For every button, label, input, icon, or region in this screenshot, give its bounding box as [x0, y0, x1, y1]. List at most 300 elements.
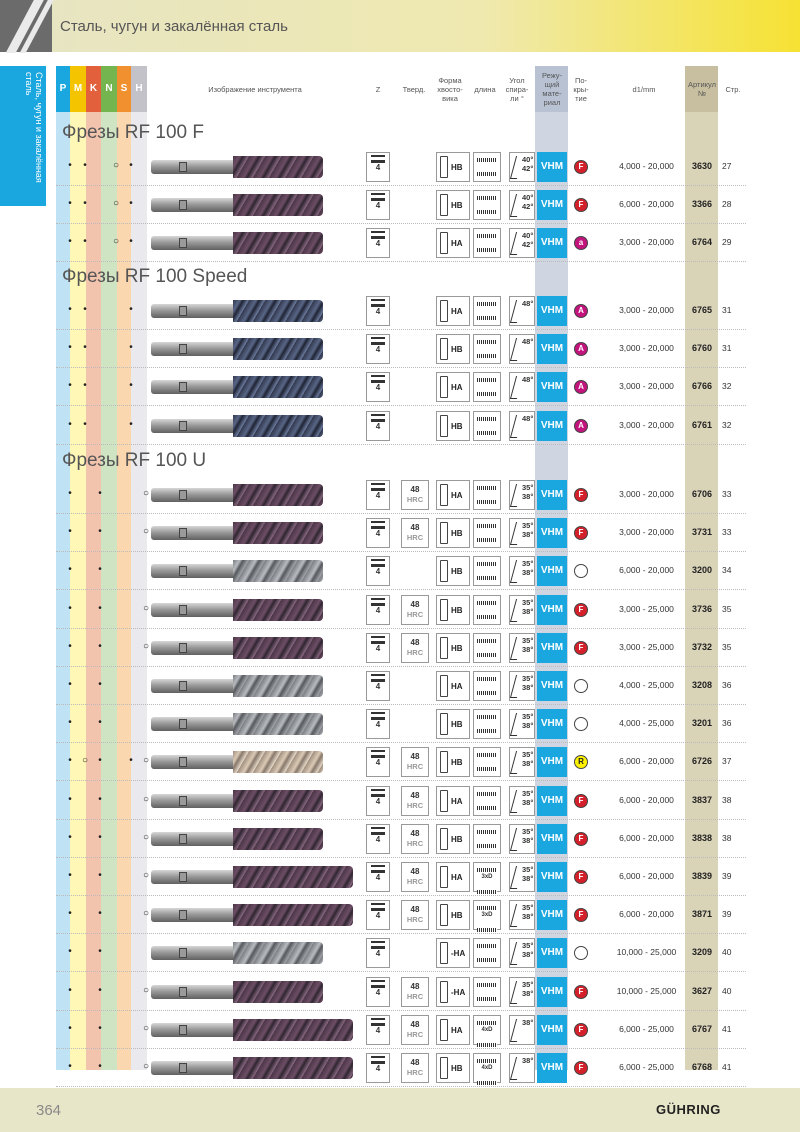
shank-shape-box: HB	[436, 709, 470, 739]
hardness-box: 48 HRC	[401, 824, 429, 854]
length-box	[473, 296, 501, 326]
coating-badge	[574, 946, 588, 960]
diameter-range: 3,000 - 20,000	[619, 305, 674, 315]
coating-badge: F	[574, 794, 588, 808]
end-mill-icon	[371, 941, 385, 949]
tool-image	[151, 978, 351, 1006]
end-mill-icon	[371, 414, 385, 422]
end-mill-icon	[371, 375, 385, 383]
end-mill-icon	[371, 299, 385, 307]
shank-shape-box: HB	[436, 1053, 470, 1083]
material-mark: •	[98, 831, 102, 843]
tool-image	[151, 596, 351, 624]
length-box	[473, 633, 501, 663]
hardness-box: 48 HRC	[401, 1053, 429, 1083]
tool-image	[151, 863, 351, 891]
coating-badge: R	[574, 755, 588, 769]
material-mark: •	[98, 679, 102, 690]
tool-image	[151, 229, 351, 257]
shank-icon	[440, 713, 448, 735]
end-mill-icon	[371, 636, 385, 644]
material-mark: ○	[142, 870, 150, 881]
product-row[interactable]	[56, 552, 746, 590]
material-mark: •	[129, 418, 133, 430]
material-mark: •	[129, 380, 133, 392]
shank-icon	[440, 376, 448, 398]
shank-shape-box: HB	[436, 518, 470, 548]
cutting-material-badge: VHM	[537, 938, 567, 968]
product-row[interactable]	[56, 858, 746, 896]
material-mark: •	[129, 160, 133, 171]
hardness-box: 48 HRC	[401, 786, 429, 816]
page-ref[interactable]: 37	[722, 756, 732, 767]
article-number[interactable]: 3871	[691, 909, 713, 920]
shank-icon	[440, 522, 448, 544]
length-box	[473, 747, 501, 777]
tool-image	[151, 825, 351, 853]
tool-image	[151, 335, 351, 363]
shank-icon	[440, 232, 448, 254]
length-box	[473, 671, 501, 701]
page-ref[interactable]: 39	[722, 909, 732, 920]
z-count-box: 4	[366, 190, 390, 220]
diameter-range: 3,000 - 20,000	[619, 343, 674, 354]
product-row[interactable]	[56, 743, 746, 781]
shank-icon	[440, 415, 448, 437]
helix-angle-box: 35° 38°	[509, 556, 535, 586]
hardness-box: 48 HRC	[401, 1015, 429, 1045]
shank-icon	[440, 156, 448, 178]
tool-image	[151, 373, 351, 401]
diameter-range: 3,000 - 20,000	[619, 381, 674, 392]
diameter-range: 6,000 - 20,000	[619, 832, 674, 843]
page-ref[interactable]: 34	[722, 565, 732, 576]
shank-shape-box: HB	[436, 334, 470, 364]
article-number[interactable]: 3208	[691, 680, 713, 690]
helix-angle-box: 35° 38°	[509, 633, 535, 663]
header-range: d1/mm	[632, 84, 656, 94]
material-mark: •	[68, 488, 72, 499]
article-number[interactable]: 3732	[691, 641, 713, 652]
diameter-range: 6,000 - 20,000	[619, 794, 674, 805]
helix-angle-box: 40° 42°	[509, 152, 535, 182]
header-page: Стр.	[725, 84, 741, 94]
shank-icon	[440, 1057, 448, 1079]
page-ref[interactable]: 38	[722, 832, 732, 843]
article-number[interactable]: 3630	[691, 161, 713, 171]
z-count-box: 4	[366, 709, 390, 739]
section-title: Фрезы RF 100 Speed	[62, 266, 248, 287]
section-title: Фрезы RF 100 F	[62, 122, 204, 143]
shank-icon	[440, 904, 448, 926]
page-ref[interactable]: 40	[722, 947, 732, 958]
tool-image	[151, 481, 351, 509]
diameter-range: 4,000 - 20,000	[619, 161, 674, 171]
page-ref[interactable]: 31	[722, 305, 732, 315]
shank-shape-box: HB	[436, 900, 470, 930]
material-mark: •	[68, 717, 72, 729]
material-mark: ○	[142, 640, 150, 652]
material-mark: •	[83, 342, 87, 354]
shank-shape-box: HB	[436, 411, 470, 441]
coating-badge: F	[574, 198, 588, 212]
helix-angle-box: 35° 38°	[509, 595, 535, 625]
helix-angle-box: 48°	[509, 334, 535, 364]
helix-angle-box: 40° 42°	[509, 190, 535, 220]
section-title: Фрезы RF 100 U	[62, 450, 207, 471]
header-shank: Форма хвосто-вика	[437, 75, 463, 103]
article-number[interactable]: 6765	[691, 305, 713, 315]
shank-shape-box: -HA	[436, 977, 470, 1007]
shank-shape-box: HA	[436, 671, 470, 701]
article-number[interactable]: 3627	[691, 985, 713, 996]
material-mark: ○	[142, 755, 150, 767]
article-number[interactable]: 3839	[691, 871, 713, 881]
tool-image	[151, 412, 351, 440]
diameter-range: 6,000 - 20,000	[619, 871, 674, 881]
article-number[interactable]: 6761	[691, 419, 713, 430]
page-header	[0, 0, 800, 52]
length-box	[473, 709, 501, 739]
z-count-box: 4	[366, 518, 390, 548]
diameter-range: 6,000 - 20,000	[619, 909, 674, 920]
tool-image	[151, 748, 351, 776]
hardness-box: 48 HRC	[401, 862, 429, 892]
material-mark: •	[68, 526, 72, 538]
article-number[interactable]: 6706	[691, 489, 713, 499]
z-count-box: 4	[366, 334, 390, 364]
header-material: Режу-щий мате-риал	[541, 71, 563, 107]
page-ref[interactable]: 41	[722, 1023, 732, 1034]
end-mill-icon	[371, 1056, 385, 1064]
diameter-range: 4,000 - 25,000	[619, 680, 674, 690]
page-ref[interactable]: 28	[722, 199, 732, 210]
shank-icon	[440, 300, 448, 322]
length-box	[473, 411, 501, 441]
material-mark: •	[68, 679, 72, 690]
material-mark: •	[129, 198, 133, 210]
page-ref[interactable]: 33	[722, 489, 732, 499]
article-number[interactable]: 6768	[691, 1062, 713, 1072]
material-mark: •	[129, 304, 133, 315]
page-ref[interactable]: 27	[722, 161, 732, 171]
diameter-range: 6,000 - 20,000	[619, 199, 674, 210]
helix-angle-box: 35° 38°	[509, 709, 535, 739]
material-mark: •	[68, 160, 72, 171]
cutting-material-badge: VHM	[537, 786, 567, 816]
shank-icon	[440, 675, 448, 697]
material-mark: •	[98, 755, 102, 767]
end-mill-icon	[371, 865, 385, 873]
article-number[interactable]: 6760	[691, 343, 713, 354]
material-mark: ○	[142, 602, 150, 614]
material-mark: •	[129, 755, 133, 767]
coating-badge: A	[574, 304, 588, 318]
cutting-material-badge: VHM	[537, 334, 567, 364]
material-mark: •	[98, 564, 102, 576]
coating-badge: A	[574, 419, 588, 433]
helix-angle-box: 35° 38°	[509, 900, 535, 930]
coating-badge: A	[574, 380, 588, 394]
page-ref[interactable]: 40	[722, 985, 732, 996]
z-count-box: 4	[366, 633, 390, 663]
cutting-material-badge: VHM	[537, 1015, 567, 1045]
header-h: H	[131, 66, 147, 112]
end-mill-icon	[371, 598, 385, 606]
product-row[interactable]	[56, 330, 746, 368]
article-number[interactable]: 3736	[691, 603, 713, 614]
shank-icon	[440, 981, 448, 1003]
end-mill-icon	[371, 559, 385, 567]
cutting-material-badge: VHM	[537, 372, 567, 402]
product-row[interactable]	[56, 514, 746, 552]
material-mark: ○	[142, 793, 150, 805]
product-row[interactable]	[56, 224, 746, 262]
hardness-box: 48 HRC	[401, 480, 429, 510]
z-count-box: 4	[366, 1015, 390, 1045]
shank-shape-box: HA	[436, 786, 470, 816]
article-number[interactable]: 3837	[691, 794, 713, 805]
page-ref[interactable]: 39	[722, 871, 732, 881]
product-row[interactable]	[56, 186, 746, 224]
tool-image	[151, 787, 351, 815]
helix-angle-box: 35° 38°	[509, 824, 535, 854]
article-number[interactable]: 3209	[691, 947, 713, 958]
end-mill-icon	[371, 789, 385, 797]
product-row[interactable]	[56, 934, 746, 972]
cutting-material-badge: VHM	[537, 900, 567, 930]
length-box	[473, 372, 501, 402]
material-mark: •	[68, 946, 72, 958]
material-mark: •	[83, 236, 87, 248]
material-mark: •	[83, 380, 87, 392]
product-row[interactable]	[56, 705, 746, 743]
page-ref[interactable]: 32	[722, 381, 732, 392]
material-mark: •	[98, 1022, 102, 1034]
article-number[interactable]: 3366	[691, 199, 713, 210]
material-mark: •	[68, 793, 72, 805]
helix-angle-box: 35° 38°	[509, 518, 535, 548]
article-number[interactable]: 3838	[691, 832, 713, 843]
shank-icon	[440, 484, 448, 506]
material-mark: •	[68, 602, 72, 614]
hardness-box: 48 HRC	[401, 977, 429, 1007]
coating-badge: F	[574, 641, 588, 655]
product-row[interactable]	[56, 1011, 746, 1049]
shank-shape-box: HA	[436, 480, 470, 510]
page-ref[interactable]: 33	[722, 527, 732, 538]
hardness-box: 48 HRC	[401, 747, 429, 777]
coating-badge: F	[574, 603, 588, 617]
tool-image	[151, 710, 351, 738]
shank-icon	[440, 828, 448, 850]
material-mark: •	[98, 946, 102, 958]
shank-icon	[440, 751, 448, 773]
material-mark: •	[68, 342, 72, 354]
end-mill-icon	[371, 903, 385, 911]
article-number[interactable]: 6726	[691, 756, 713, 767]
z-count-box: 4	[366, 296, 390, 326]
product-row[interactable]	[56, 292, 746, 330]
tool-image	[151, 519, 351, 547]
coating-badge	[574, 717, 588, 731]
length-box: 4xD	[473, 1053, 501, 1083]
z-count-box: 4	[366, 938, 390, 968]
coating-badge	[574, 679, 588, 693]
z-count-box: 4	[366, 862, 390, 892]
product-row[interactable]	[56, 148, 746, 186]
shank-shape-box: HB	[436, 152, 470, 182]
material-mark: ○	[142, 908, 150, 920]
material-mark: •	[83, 160, 87, 171]
coating-badge: a	[574, 236, 588, 250]
coating-badge: F	[574, 908, 588, 922]
material-mark: •	[68, 1061, 72, 1072]
material-mark: •	[98, 870, 102, 881]
page-ref[interactable]: 35	[722, 641, 732, 652]
product-row[interactable]	[56, 407, 746, 445]
header-length: длина	[474, 84, 496, 94]
material-mark: •	[98, 640, 102, 652]
product-row[interactable]	[56, 820, 746, 858]
material-mark: •	[68, 198, 72, 210]
shank-shape-box: HA	[436, 862, 470, 892]
helix-angle-box: 48°	[509, 411, 535, 441]
z-count-box: 4	[366, 1053, 390, 1083]
page-ref[interactable]: 38	[722, 794, 732, 805]
length-box	[473, 228, 501, 258]
material-mark: •	[68, 418, 72, 430]
length-box	[473, 938, 501, 968]
brand-logo: GÜHRING	[656, 1102, 721, 1117]
material-mark: •	[68, 236, 72, 248]
material-mark: ○	[112, 198, 120, 210]
material-mark: •	[68, 1022, 72, 1034]
shank-icon	[440, 194, 448, 216]
end-mill-icon	[371, 750, 385, 758]
page-ref[interactable]: 32	[722, 419, 732, 430]
z-count-box: 4	[366, 747, 390, 777]
diameter-range: 3,000 - 25,000	[619, 603, 674, 614]
length-box	[473, 595, 501, 625]
material-mark: •	[68, 304, 72, 315]
page-title: Сталь, чугун и закалённая сталь	[60, 18, 288, 35]
shank-icon	[440, 599, 448, 621]
cutting-material-badge: VHM	[537, 862, 567, 892]
cutting-material-badge: VHM	[537, 709, 567, 739]
end-mill-icon	[371, 980, 385, 988]
material-mark: •	[68, 984, 72, 996]
article-number[interactable]: 3731	[691, 527, 713, 538]
end-mill-icon	[371, 337, 385, 345]
diameter-range: 3,000 - 25,000	[619, 641, 674, 652]
product-row[interactable]	[56, 629, 746, 667]
article-number[interactable]: 6767	[691, 1023, 713, 1034]
end-mill-icon	[371, 1018, 385, 1026]
page-ref[interactable]: 31	[722, 343, 732, 354]
tool-image	[151, 939, 351, 967]
diameter-range: 10,000 - 25,000	[616, 985, 677, 996]
header-article: Артикул №	[688, 80, 716, 98]
diameter-range: 3,000 - 20,000	[619, 489, 674, 499]
header-z: Z	[375, 84, 381, 94]
helix-angle-box: 40° 42°	[509, 228, 535, 258]
header-k: K	[86, 66, 101, 112]
shank-shape-box: HB	[436, 595, 470, 625]
product-row[interactable]	[56, 782, 746, 820]
product-row[interactable]	[56, 1049, 746, 1087]
article-number[interactable]: 6766	[691, 381, 713, 392]
material-mark: •	[98, 526, 102, 538]
material-mark: ○	[142, 488, 150, 499]
end-mill-icon	[371, 155, 385, 163]
page-ref[interactable]: 35	[722, 603, 732, 614]
coating-badge: F	[574, 870, 588, 884]
tool-image	[151, 672, 351, 700]
article-number[interactable]: 6764	[691, 237, 713, 248]
shank-icon	[440, 790, 448, 812]
product-row[interactable]	[56, 476, 746, 514]
diameter-range: 6,000 - 20,000	[619, 565, 674, 576]
cutting-material-badge: VHM	[537, 411, 567, 441]
product-row[interactable]	[56, 667, 746, 705]
header-m: M	[70, 66, 86, 112]
tool-image	[151, 191, 351, 219]
hardness-box: 48 HRC	[401, 518, 429, 548]
helix-angle-box: 35° 38°	[509, 671, 535, 701]
material-mark: •	[83, 418, 87, 430]
coating-badge: F	[574, 160, 588, 174]
length-box	[473, 977, 501, 1007]
product-row[interactable]	[56, 591, 746, 629]
product-row[interactable]	[56, 896, 746, 934]
end-mill-icon	[371, 231, 385, 239]
material-mark: •	[68, 908, 72, 920]
page-ref[interactable]: 36	[722, 680, 732, 690]
page-footer	[0, 1088, 800, 1132]
page-ref[interactable]: 41	[722, 1062, 732, 1072]
coating-badge: F	[574, 488, 588, 502]
shank-shape-box: HA	[436, 1015, 470, 1045]
tool-image	[151, 634, 351, 662]
product-row[interactable]	[56, 368, 746, 406]
length-box: 4xD	[473, 1015, 501, 1045]
material-mark: •	[68, 640, 72, 652]
material-mark: ○	[142, 1061, 150, 1072]
article-number[interactable]: 3200	[691, 565, 713, 576]
tool-image	[151, 557, 351, 585]
material-mark: ○	[142, 831, 150, 843]
shank-shape-box: HB	[436, 824, 470, 854]
cutting-material-badge: VHM	[537, 556, 567, 586]
cutting-material-badge: VHM	[537, 1053, 567, 1083]
diameter-range: 6,000 - 25,000	[619, 1023, 674, 1034]
shank-shape-box: HB	[436, 747, 470, 777]
material-mark: ○	[81, 755, 89, 767]
shank-icon	[440, 560, 448, 582]
article-number[interactable]: 3201	[691, 718, 713, 729]
helix-angle-box: 35° 38°	[509, 480, 535, 510]
length-box	[473, 786, 501, 816]
length-box	[473, 824, 501, 854]
page-ref[interactable]: 36	[722, 718, 732, 729]
length-box	[473, 480, 501, 510]
side-tab[interactable]	[0, 66, 46, 206]
helix-angle-box: 35° 38°	[509, 938, 535, 968]
product-row[interactable]	[56, 973, 746, 1011]
page-ref[interactable]: 29	[722, 237, 732, 248]
header-hardness: Тверд.	[402, 84, 426, 94]
